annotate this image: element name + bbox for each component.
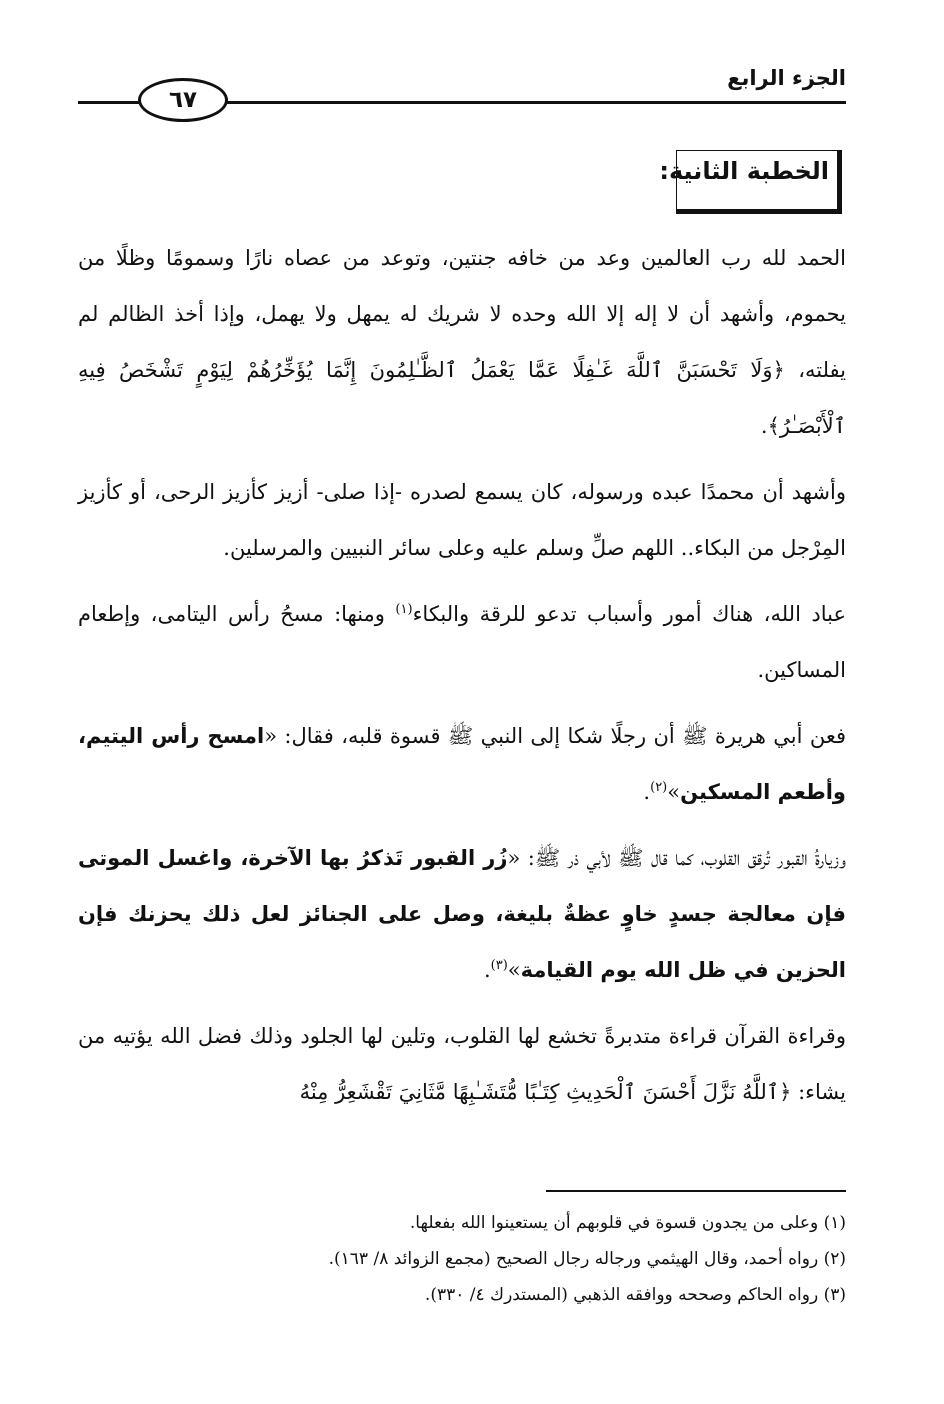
page-number: ٦٧	[138, 78, 228, 122]
running-header	[78, 58, 846, 118]
quote-close-2: »	[507, 958, 521, 982]
paragraph-1-end: .	[760, 414, 768, 438]
paragraph-1	[78, 230, 846, 454]
quran-verse-2: ﴿ٱللَّهُ نَزَّلَ أَحْسَنَ ٱلْحَدِيثِ كِتَـٰبًا مُّتَشَـٰبِهًا مَّثَانِيَ تَقْشَعِرُّ مِنْهُ	[299, 1080, 792, 1104]
paragraph-5-before: وزيارةُ القبور تُرقق القلوب، كما قال ﷺ لأبي ذر ﷺ: «	[507, 846, 846, 870]
paragraph-6	[78, 1008, 846, 1120]
paragraph-3	[78, 586, 846, 698]
paragraph-4	[78, 708, 846, 820]
footnote-2: (٢) رواه أحمد، وقال الهيثمي ورجاله رجال الصحيح (مجمع الزوائد ٨/ ١٦٣).	[328, 1249, 846, 1269]
footnotes	[78, 1205, 846, 1313]
paragraph-2-text: وأشهد أن محمدًا عبده ورسوله، كان يسمع لصدره -إذا صلى- أزيز كأزيز الرحى، أو كأزيز المِرْجل من البكاء.. اللهم صلِّ وسلم عليه وعلى سائر النبيين والمرسلين.	[78, 480, 846, 560]
footnote-3: (٣) رواه الحاكم وصححه ووافقه الذهبي (المستدرك ٤/ ٣٣٠).	[424, 1285, 846, 1305]
quran-verse-1: ﴿وَلَا تَحْسَبَنَّ ٱللَّهَ غَـٰفِلًا عَمَّا يَعْمَلُ ٱلظَّـٰلِمُونَ إِنَّمَا يُؤَخِّرُهُمْ لِيَوْمٍ تَشْخَصُ فِيهِ ٱلْأَبْصَـٰرُ﴾	[78, 358, 846, 438]
paragraph-4-end: .	[643, 780, 651, 804]
paragraph-1-text: الحمد لله رب العالمين وعد من خافه جنتين، وتوعد من عصاه نارًا وسمومًا وظلًا من يحموم، وأشهد أن لا إله إلا الله وحده لا شريك له يمهل ولا يهمل، وإذا أخذ الظالم لم يفلته،	[78, 246, 847, 382]
paragraph-3-after: ومنها: مسحُ رأس اليتامى، وإطعام المساكين.	[78, 602, 846, 682]
section-title: الخطبة الثانية:	[659, 157, 829, 185]
paragraph-3-before: عباد الله، هناك أمور وأسباب تدعو للرقة والبكاء	[412, 602, 846, 626]
body-text	[78, 230, 846, 1130]
paragraph-6-text: وقراءة القرآن قراءة متدبرةً تخشع لها القلوب، وتلين لها الجلود وذلك فضل الله يؤتيه من يشاء:	[78, 1024, 846, 1104]
footnote-separator	[546, 1190, 846, 1192]
footnote-1: (١) وعلى من يجدون قسوة في قلوبهم أن يستعينوا الله بفعلها.	[409, 1213, 846, 1233]
paragraph-5-end: .	[483, 958, 491, 982]
paragraph-4-before: فعن أبي هريرة ﷺ أن رجلًا شكا إلى النبي ﷺ قسوة قلبه، فقال: «	[264, 724, 846, 748]
running-header-title: الجزء الرابع	[727, 66, 846, 90]
section-heading-box	[659, 150, 842, 214]
quote-close-1: »	[667, 780, 681, 804]
footnote-ref-1: (١)	[395, 602, 413, 617]
paragraph-2	[78, 464, 846, 576]
paragraph-5	[78, 830, 846, 998]
hadith-quote-1: امسح رأس اليتيم، وأطعم المسكين	[78, 724, 846, 804]
footnote-ref-2: (٢)	[650, 780, 668, 795]
footnote-ref-3: (٣)	[490, 958, 508, 973]
hadith-quote-2: زُر القبور تَذكرُ بها الآخرة، واغسل الموتى فإن معالجة جسدٍ خاوٍ عظةٌ بليغة، وصل على الجنائز لعل ذلك يحزنك فإن الحزين في ظل الله يوم القيامة	[78, 846, 846, 982]
